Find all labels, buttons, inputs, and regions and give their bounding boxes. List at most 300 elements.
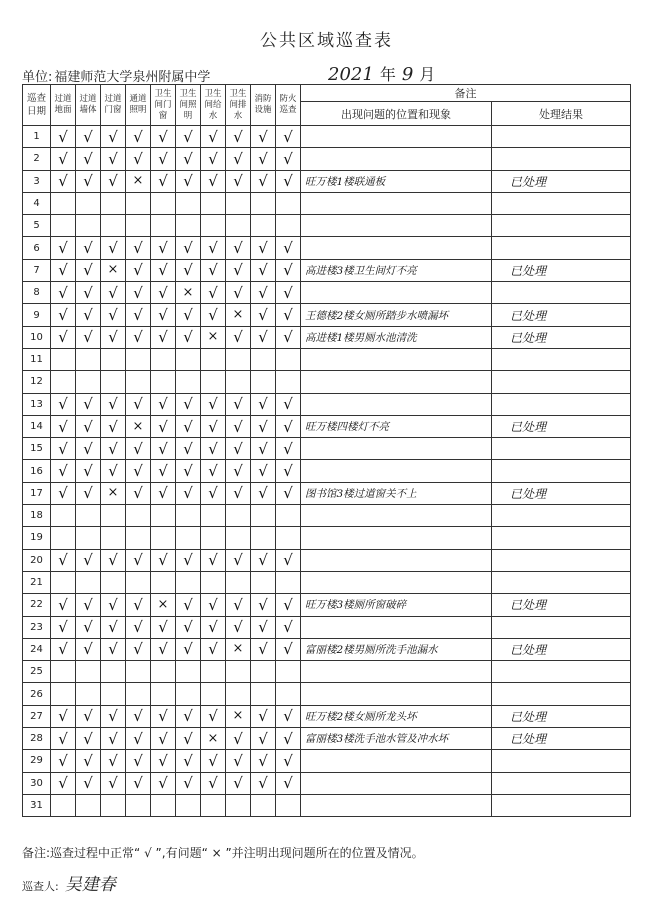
day-cell: 3	[23, 170, 51, 192]
check-mark-cell: √	[51, 728, 76, 750]
issue-cell	[301, 460, 492, 482]
check-mark-cell	[201, 571, 226, 593]
check-mark-cell: √	[151, 259, 176, 281]
check-mark-cell	[251, 371, 276, 393]
check-mark-cell: √	[51, 126, 76, 148]
table-row	[23, 304, 631, 326]
check-mark-cell	[226, 348, 251, 370]
check-mark-cell	[126, 571, 151, 593]
check-mark-cell: √	[101, 460, 126, 482]
check-mark-cell: √	[176, 594, 201, 616]
day-cell: 22	[23, 594, 51, 616]
day-cell: 26	[23, 683, 51, 705]
check-mark-cell: √	[126, 638, 151, 660]
check-mark-cell	[226, 215, 251, 237]
check-mark-cell: √	[126, 482, 151, 504]
check-mark-cell: √	[51, 594, 76, 616]
check-mark-cell	[251, 192, 276, 214]
day-cell: 4	[23, 192, 51, 214]
check-mark-cell	[201, 794, 226, 816]
check-mark-cell	[126, 348, 151, 370]
result-cell	[492, 237, 631, 259]
day-cell: 12	[23, 371, 51, 393]
check-mark-cell: ×	[226, 638, 251, 660]
check-mark-cell	[51, 527, 76, 549]
check-mark-cell: √	[276, 326, 301, 348]
check-mark-cell: √	[151, 549, 176, 571]
check-mark-cell: √	[226, 393, 251, 415]
check-mark-cell: √	[126, 148, 151, 170]
check-mark-cell: √	[226, 326, 251, 348]
check-mark-cell: √	[126, 750, 151, 772]
table-row	[23, 393, 631, 415]
check-mark-cell	[201, 527, 226, 549]
issue-cell: 富丽楼3楼洗手池水管及冲水坏	[301, 728, 492, 750]
day-cell: 9	[23, 304, 51, 326]
issue-cell	[301, 772, 492, 794]
day-cell: 5	[23, 215, 51, 237]
check-mark-cell	[276, 683, 301, 705]
day-cell: 10	[23, 326, 51, 348]
check-mark-cell: √	[151, 393, 176, 415]
check-mark-cell: √	[151, 438, 176, 460]
result-cell	[492, 460, 631, 482]
check-mark-cell: √	[101, 728, 126, 750]
check-mark-cell	[276, 371, 301, 393]
check-mark-cell: √	[226, 170, 251, 192]
check-mark-cell: √	[101, 282, 126, 304]
check-mark-cell	[176, 192, 201, 214]
check-mark-cell: √	[101, 638, 126, 660]
result-cell	[492, 527, 631, 549]
check-mark-cell	[276, 571, 301, 593]
check-mark-cell: √	[276, 549, 301, 571]
check-mark-cell: ×	[126, 170, 151, 192]
issue-cell	[301, 148, 492, 170]
day-cell: 30	[23, 772, 51, 794]
check-mark-cell	[101, 794, 126, 816]
header-check: 过道门窗	[101, 85, 126, 126]
check-mark-cell	[251, 348, 276, 370]
check-mark-cell	[51, 794, 76, 816]
check-mark-cell: √	[151, 705, 176, 727]
day-cell: 13	[23, 393, 51, 415]
check-mark-cell	[151, 371, 176, 393]
table-row	[23, 594, 631, 616]
check-mark-cell: √	[251, 772, 276, 794]
check-mark-cell	[126, 192, 151, 214]
issue-cell	[301, 237, 492, 259]
check-mark-cell: √	[251, 638, 276, 660]
check-mark-cell: √	[51, 750, 76, 772]
issue-cell	[301, 393, 492, 415]
check-mark-cell: √	[51, 549, 76, 571]
check-mark-cell	[51, 505, 76, 527]
check-mark-cell	[226, 527, 251, 549]
check-mark-cell: √	[126, 438, 151, 460]
table-body	[23, 126, 631, 817]
check-mark-cell: √	[76, 170, 101, 192]
check-mark-cell	[226, 571, 251, 593]
day-cell: 8	[23, 282, 51, 304]
check-mark-cell: √	[201, 549, 226, 571]
inspector-label: 巡查人:	[22, 880, 59, 893]
check-mark-cell	[201, 348, 226, 370]
check-mark-cell: √	[51, 616, 76, 638]
check-mark-cell: √	[101, 326, 126, 348]
header-check: 卫生间门窗	[151, 85, 176, 126]
check-mark-cell: √	[76, 282, 101, 304]
result-cell: 已处理	[492, 259, 631, 281]
check-mark-cell	[76, 661, 101, 683]
check-mark-cell: √	[201, 148, 226, 170]
check-mark-cell	[176, 661, 201, 683]
check-mark-cell: √	[176, 438, 201, 460]
check-mark-cell: √	[101, 126, 126, 148]
table-row	[23, 438, 631, 460]
table-row	[23, 794, 631, 816]
check-mark-cell: √	[76, 304, 101, 326]
check-mark-cell: √	[51, 482, 76, 504]
check-mark-cell	[201, 192, 226, 214]
check-mark-cell: √	[201, 259, 226, 281]
header-check: 过道墙体	[76, 85, 101, 126]
day-cell: 27	[23, 705, 51, 727]
check-mark-cell: √	[76, 772, 101, 794]
check-mark-cell: √	[76, 259, 101, 281]
header-issue: 出现问题的位置和现象	[301, 102, 492, 126]
issue-cell	[301, 126, 492, 148]
check-mark-cell: √	[176, 638, 201, 660]
header-result: 处理结果	[492, 102, 631, 126]
check-mark-cell	[176, 571, 201, 593]
check-mark-cell: √	[176, 393, 201, 415]
check-mark-cell	[76, 794, 101, 816]
day-cell: 28	[23, 728, 51, 750]
day-cell: 31	[23, 794, 51, 816]
check-mark-cell	[76, 348, 101, 370]
result-cell	[492, 683, 631, 705]
check-mark-cell	[251, 215, 276, 237]
check-mark-cell	[126, 215, 151, 237]
table-row	[23, 460, 631, 482]
check-mark-cell	[251, 527, 276, 549]
day-cell: 17	[23, 482, 51, 504]
check-mark-cell: ×	[101, 259, 126, 281]
check-mark-cell: √	[176, 126, 201, 148]
check-mark-cell: √	[76, 460, 101, 482]
result-cell	[492, 750, 631, 772]
check-mark-cell	[126, 661, 151, 683]
check-mark-cell: √	[151, 415, 176, 437]
check-mark-cell	[151, 661, 176, 683]
day-cell: 14	[23, 415, 51, 437]
result-cell	[492, 371, 631, 393]
form-title: 公共区域巡查表	[260, 31, 393, 51]
result-cell	[492, 794, 631, 816]
result-cell	[492, 549, 631, 571]
table-row	[23, 348, 631, 370]
result-cell	[492, 772, 631, 794]
check-mark-cell: √	[176, 750, 201, 772]
issue-cell	[301, 192, 492, 214]
check-mark-cell	[226, 683, 251, 705]
check-mark-cell: √	[101, 750, 126, 772]
check-mark-cell: √	[201, 482, 226, 504]
check-mark-cell: √	[276, 415, 301, 437]
check-mark-cell: √	[176, 415, 201, 437]
check-mark-cell: ×	[151, 594, 176, 616]
check-mark-cell: √	[51, 415, 76, 437]
check-mark-cell	[176, 371, 201, 393]
issue-cell: 旺万楼2楼女厕所龙头坏	[301, 705, 492, 727]
check-mark-cell: √	[126, 616, 151, 638]
day-cell: 1	[23, 126, 51, 148]
check-mark-cell: ×	[176, 282, 201, 304]
check-mark-cell	[276, 527, 301, 549]
check-mark-cell	[201, 505, 226, 527]
result-cell	[492, 571, 631, 593]
check-mark-cell: ×	[226, 304, 251, 326]
check-mark-cell	[276, 505, 301, 527]
check-mark-cell: √	[201, 705, 226, 727]
check-mark-cell: ×	[226, 705, 251, 727]
result-cell	[492, 438, 631, 460]
check-mark-cell: √	[201, 237, 226, 259]
check-mark-cell: √	[226, 259, 251, 281]
check-mark-cell	[126, 505, 151, 527]
check-mark-cell: √	[251, 170, 276, 192]
issue-cell	[301, 661, 492, 683]
check-mark-cell	[276, 794, 301, 816]
check-mark-cell: √	[151, 728, 176, 750]
result-cell: 已处理	[492, 638, 631, 660]
month-value: 9	[401, 64, 414, 85]
table-row	[23, 549, 631, 571]
check-mark-cell	[151, 683, 176, 705]
issue-cell: 旺万楼四楼灯不亮	[301, 415, 492, 437]
check-mark-cell	[151, 348, 176, 370]
table-row	[23, 527, 631, 549]
check-mark-cell: √	[51, 304, 76, 326]
issue-cell	[301, 505, 492, 527]
header-check: 卫生间给水	[201, 85, 226, 126]
check-mark-cell: √	[126, 282, 151, 304]
issue-cell	[301, 371, 492, 393]
header-remark: 备注	[301, 85, 631, 102]
issue-cell: 旺万楼3楼厕所窗破碎	[301, 594, 492, 616]
issue-cell	[301, 794, 492, 816]
check-mark-cell	[101, 683, 126, 705]
day-cell: 2	[23, 148, 51, 170]
check-mark-cell	[101, 215, 126, 237]
check-mark-cell: √	[76, 638, 101, 660]
check-mark-cell: √	[76, 126, 101, 148]
check-mark-cell	[51, 215, 76, 237]
check-mark-cell: √	[151, 750, 176, 772]
month-unit: 月	[419, 65, 436, 84]
table-row	[23, 237, 631, 259]
issue-cell: 王德楼2楼女厕所踏步水喷漏坏	[301, 304, 492, 326]
check-mark-cell: √	[201, 393, 226, 415]
check-mark-cell: √	[76, 728, 101, 750]
table-row	[23, 616, 631, 638]
check-mark-cell: √	[51, 259, 76, 281]
check-mark-cell: √	[76, 237, 101, 259]
issue-cell	[301, 616, 492, 638]
issue-cell	[301, 282, 492, 304]
check-mark-cell: √	[276, 616, 301, 638]
check-mark-cell: √	[176, 170, 201, 192]
check-mark-cell: √	[251, 616, 276, 638]
check-mark-cell	[201, 683, 226, 705]
table-row	[23, 215, 631, 237]
check-mark-cell: √	[101, 772, 126, 794]
check-mark-cell	[101, 371, 126, 393]
check-mark-cell: √	[76, 438, 101, 460]
check-mark-cell: √	[176, 728, 201, 750]
check-mark-cell: ×	[201, 326, 226, 348]
check-mark-cell	[126, 683, 151, 705]
issue-cell: 旺万楼1楼联通板	[301, 170, 492, 192]
check-mark-cell: √	[51, 282, 76, 304]
check-mark-cell	[226, 371, 251, 393]
day-cell: 6	[23, 237, 51, 259]
check-mark-cell: √	[226, 482, 251, 504]
table-row	[23, 638, 631, 660]
check-mark-cell: √	[276, 126, 301, 148]
check-mark-cell: √	[201, 772, 226, 794]
check-mark-cell: √	[276, 282, 301, 304]
check-mark-cell: √	[126, 460, 151, 482]
result-cell: 已处理	[492, 728, 631, 750]
check-mark-cell	[226, 794, 251, 816]
check-mark-cell: √	[201, 415, 226, 437]
check-mark-cell: √	[176, 460, 201, 482]
check-mark-cell: √	[151, 148, 176, 170]
day-cell: 21	[23, 571, 51, 593]
year-month	[328, 62, 441, 85]
table-row	[23, 482, 631, 504]
check-mark-cell	[276, 348, 301, 370]
table-row	[23, 371, 631, 393]
check-mark-cell: √	[226, 460, 251, 482]
check-mark-cell	[226, 661, 251, 683]
check-mark-cell: √	[101, 616, 126, 638]
check-mark-cell	[51, 661, 76, 683]
check-mark-cell: √	[101, 705, 126, 727]
check-mark-cell: √	[201, 282, 226, 304]
check-mark-cell	[126, 527, 151, 549]
result-cell: 已处理	[492, 594, 631, 616]
check-mark-cell: √	[76, 549, 101, 571]
check-mark-cell: √	[176, 148, 201, 170]
issue-cell	[301, 571, 492, 593]
result-cell	[492, 661, 631, 683]
issue-cell: 图书馆3楼过道窗关不上	[301, 482, 492, 504]
check-mark-cell: √	[51, 237, 76, 259]
check-mark-cell: √	[51, 460, 76, 482]
check-mark-cell	[101, 505, 126, 527]
check-mark-cell: √	[251, 482, 276, 504]
check-mark-cell: √	[151, 460, 176, 482]
check-mark-cell: √	[176, 259, 201, 281]
check-mark-cell: √	[276, 638, 301, 660]
check-mark-cell: √	[276, 460, 301, 482]
header-check: 过道地面	[51, 85, 76, 126]
check-mark-cell: √	[201, 638, 226, 660]
day-cell: 20	[23, 549, 51, 571]
day-cell: 7	[23, 259, 51, 281]
check-mark-cell: √	[251, 549, 276, 571]
result-cell: 已处理	[492, 304, 631, 326]
day-cell: 16	[23, 460, 51, 482]
check-mark-cell: √	[176, 772, 201, 794]
year-value: 2021	[328, 64, 374, 85]
check-mark-cell	[51, 348, 76, 370]
day-cell: 18	[23, 505, 51, 527]
check-mark-cell: √	[226, 616, 251, 638]
result-cell	[492, 348, 631, 370]
check-mark-cell	[51, 192, 76, 214]
check-mark-cell: √	[251, 126, 276, 148]
check-mark-cell: √	[126, 304, 151, 326]
header-check: 消防设施	[251, 85, 276, 126]
check-mark-cell	[76, 683, 101, 705]
check-mark-cell: √	[201, 170, 226, 192]
check-mark-cell: √	[151, 326, 176, 348]
check-mark-cell: ×	[126, 415, 151, 437]
check-mark-cell	[276, 661, 301, 683]
check-mark-cell: √	[101, 438, 126, 460]
check-mark-cell: √	[126, 326, 151, 348]
check-mark-cell: √	[126, 705, 151, 727]
result-cell: 已处理	[492, 705, 631, 727]
check-mark-cell	[151, 794, 176, 816]
check-mark-cell: √	[76, 148, 101, 170]
check-mark-cell: √	[201, 460, 226, 482]
check-mark-cell	[176, 215, 201, 237]
check-mark-cell	[126, 794, 151, 816]
check-mark-cell: √	[101, 237, 126, 259]
result-cell	[492, 192, 631, 214]
check-mark-cell: √	[51, 705, 76, 727]
result-cell	[492, 282, 631, 304]
table-row	[23, 661, 631, 683]
check-mark-cell: √	[201, 616, 226, 638]
check-mark-cell: √	[251, 728, 276, 750]
result-cell	[492, 215, 631, 237]
check-mark-cell: √	[76, 705, 101, 727]
check-mark-cell: √	[51, 772, 76, 794]
result-cell: 已处理	[492, 170, 631, 192]
check-mark-cell: √	[101, 549, 126, 571]
header-day: 巡查日期	[23, 85, 51, 126]
inspector-line	[22, 870, 116, 895]
issue-cell: 富丽楼2楼男厕所洗手池漏水	[301, 638, 492, 660]
check-mark-cell: √	[276, 728, 301, 750]
check-mark-cell: √	[276, 393, 301, 415]
check-mark-cell	[101, 348, 126, 370]
unit-label: 单位:	[22, 70, 53, 85]
check-mark-cell	[176, 348, 201, 370]
check-mark-cell: √	[101, 170, 126, 192]
day-cell: 19	[23, 527, 51, 549]
check-mark-cell: √	[201, 438, 226, 460]
table-row	[23, 326, 631, 348]
check-mark-cell: √	[276, 750, 301, 772]
table-row	[23, 148, 631, 170]
